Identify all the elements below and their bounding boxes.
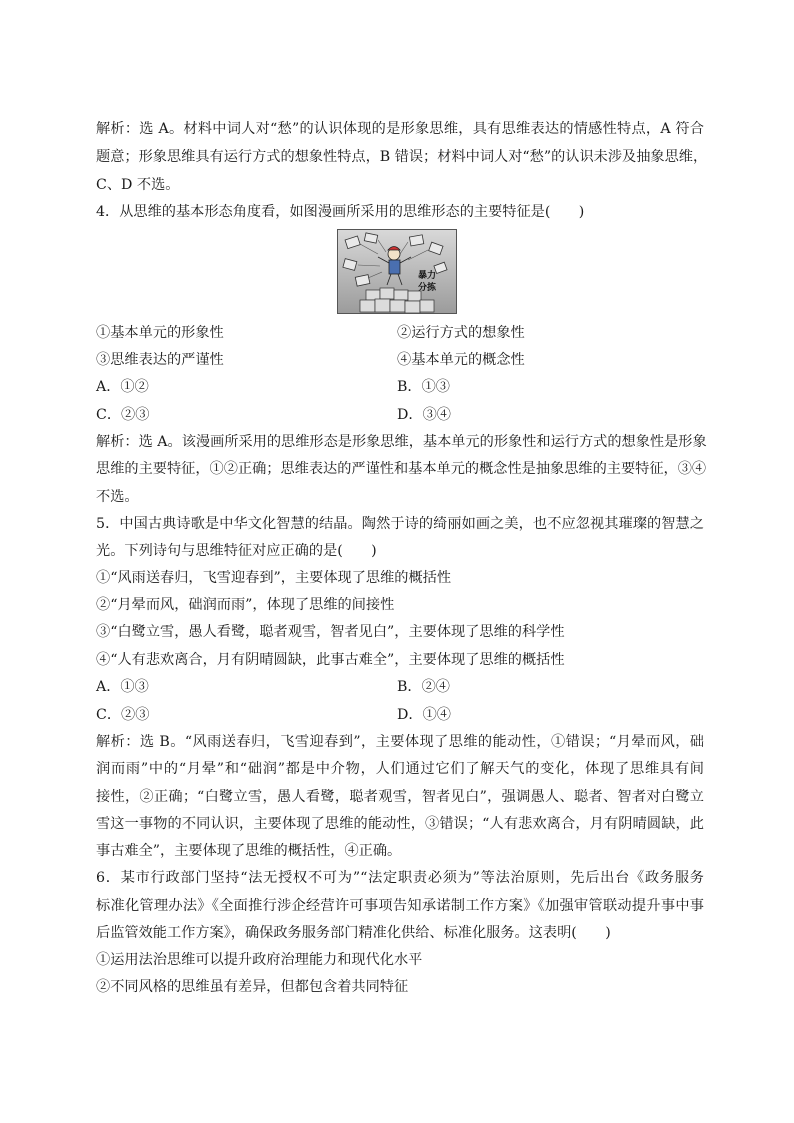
- q4-explanation-line-2: 思维的主要特征，①②正确；思维表达的严谨性和基本单元的概念性是抽象思维的主要特征，③④: [96, 461, 707, 477]
- figure-caption-line-1: 暴力: [418, 271, 437, 281]
- q5-explanation-line-2: 润而雨”中的“月晕”和“础润”都是中介物，人们通过它们了解天气的变化，体现了思维具有间: [96, 761, 704, 777]
- q4-item-3: ③思维表达的严谨性: [96, 352, 224, 368]
- q4-option-b: B．①③: [397, 379, 450, 395]
- q4-item-1: ①基本单元的形象性: [96, 325, 224, 341]
- q5-option-c: C．②③: [96, 707, 150, 723]
- q4-option-d: D．③④: [397, 407, 451, 423]
- q4-option-c: C．②③: [96, 407, 150, 423]
- q5-explanation-line-5: 事古难全”，主要体现了思维的概括性，④正确。: [96, 843, 402, 859]
- cartoon-sorting-illustration: [338, 230, 456, 313]
- q5-item-1: ①“风雨送春归，飞雪迎春到”，主要体现了思维的概括性: [96, 570, 452, 586]
- q6-item-1: ①运用法治思维可以提升政府治理能力和现代化水平: [96, 952, 423, 968]
- q6-stem-line-1: 6．某市行政部门坚持“法无授权不可为”“法定职责必须为”等法治原则，先后出台《政务服务: [96, 870, 704, 886]
- q5-explanation-line-3: 接性，②正确；“白鹭立雪，愚人看鹭，聪者观雪，智者见白”，强调愚人、聪者、智者对白鹭立: [96, 789, 704, 805]
- q5-option-a: A．①③: [96, 679, 149, 695]
- q6-stem-line-2: 标准化管理办法》《全面推行涉企经营许可事项告知承诺制工作方案》《加强审管联动提升事中事: [96, 898, 704, 914]
- q5-explanation-line-1: 解析：选 B。“风雨送春归，飞雪迎春到”，主要体现了思维的能动性，①错误；“月晕而风，础: [96, 734, 704, 750]
- q5-option-d: D．①④: [397, 707, 451, 723]
- q5-explanation-line-4: 雪这一事物的不同认识，主要体现了思维的能动性，③错误；“人有悲欢离合，月有阴晴圆缺，此: [96, 816, 704, 832]
- q3-explanation-line-2: 题意；形象思维具有运行方式的想象性特点，B 错误；材料中词人对“愁”的认识未涉及抽象思维，: [96, 149, 708, 165]
- q5-item-4: ④“人有悲欢离合，月有阴晴圆缺，此事古难全”，主要体现了思维的概括性: [96, 652, 565, 668]
- q5-stem-line-1: 5．中国古典诗歌是中华文化智慧的结晶。陶然于诗的绮丽如画之美，也不应忽视其璀璨的智慧之: [96, 516, 704, 532]
- q6-stem-line-3: 后监管效能工作方案》，确保政务服务部门精准化供给、标准化服务。这表明( ): [96, 925, 611, 941]
- q3-explanation-line-1: 解析：选 A。材料中词人对“愁”的认识体现的是形象思维，具有思维表达的情感性特点，A 符合: [96, 121, 704, 137]
- q5-stem-line-2: 光。下列诗句与思维特征对应正确的是( ): [96, 543, 377, 559]
- cartoon-figure: [337, 229, 457, 314]
- q6-item-2: ②不同风格的思维虽有差异，但都包含着共同特征: [96, 979, 409, 995]
- q4-option-a: A．①②: [96, 379, 149, 395]
- q4-item-4: ④基本单元的概念性: [397, 352, 525, 368]
- q3-explanation-line-3: C、D 不选。: [96, 177, 180, 193]
- q5-option-b: B．②④: [397, 679, 450, 695]
- q4-stem: 4．从思维的基本形态角度看，如图漫画所采用的思维形态的主要特征是( ): [96, 204, 585, 220]
- figure-caption-line-2: 分拣: [418, 283, 437, 293]
- q4-explanation-line-1: 解析：选 A。该漫画所采用的思维形态是形象思维，基本单元的形象性和运行方式的想象性是形象: [96, 434, 707, 450]
- q4-item-2: ②运行方式的想象性: [397, 325, 525, 341]
- q4-explanation-line-3: 不选。: [96, 489, 139, 505]
- q5-item-2: ②“月晕而风，础润而雨”，体现了思维的间接性: [96, 597, 395, 613]
- q5-item-3: ③“白鹭立雪，愚人看鹭，聪者观雪，智者见白”，主要体现了思维的科学性: [96, 624, 565, 640]
